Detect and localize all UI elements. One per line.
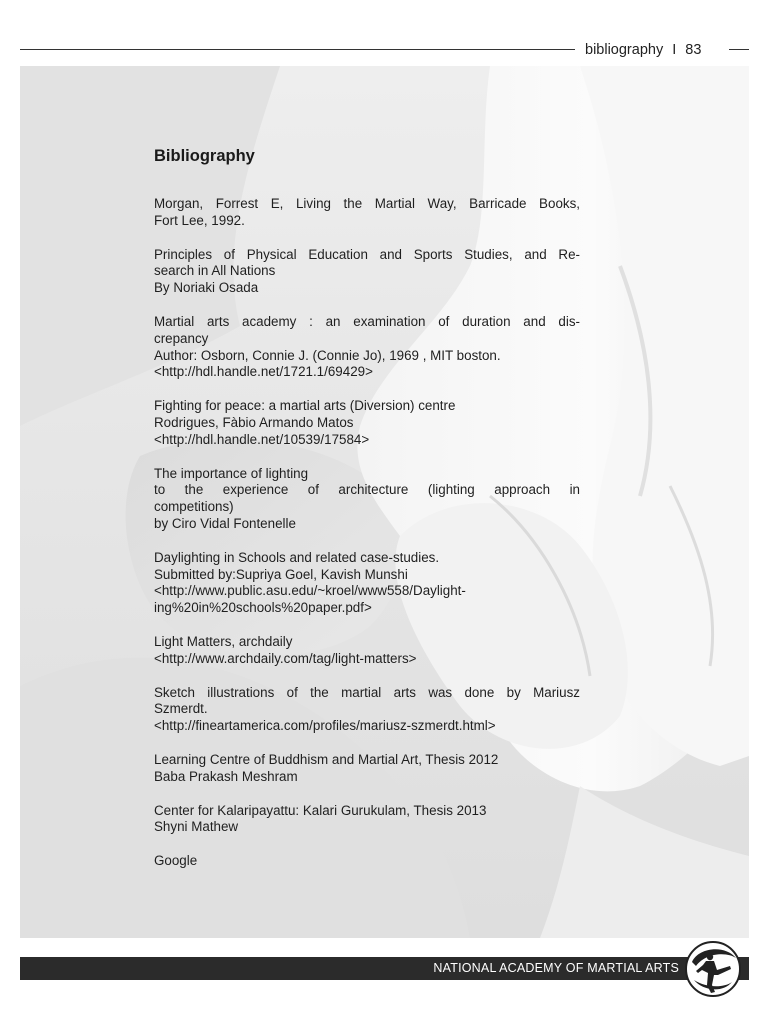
entry-line: The importance of lighting — [154, 465, 309, 481]
entry-line: competitions) — [154, 499, 234, 515]
entry-line: Szmerdt. — [154, 701, 208, 717]
entry-line: Rodrigues, Fàbio Armando Matos — [154, 414, 354, 430]
entry-link: <http://www.public.asu.edu/~kroel/www558/Daylight- — [154, 583, 466, 599]
bibliography-entry — [154, 550, 580, 617]
entry-line: search in All Nations — [154, 263, 276, 279]
entry-line: Sketch illustrations of the martial arts was done by Mariusz — [154, 684, 580, 700]
footer-institution-name: NATIONAL ACADEMY OF MARTIAL ARTS — [433, 961, 679, 975]
header-rule-right — [729, 49, 749, 50]
entry-link: ing%20in%20schools%20paper.pdf> — [154, 600, 372, 616]
entry-line: Google — [154, 853, 198, 869]
bibliography-entry — [154, 247, 580, 297]
bibliography-entry — [154, 853, 580, 870]
bibliography-content — [154, 145, 580, 887]
entry-line: Shyni Mathew — [154, 819, 239, 835]
page-number: 83 — [685, 42, 702, 58]
entry-line: Baba Prakash Meshram — [154, 768, 298, 784]
entry-line: Learning Centre of Buddhism and Martial Art, Thesis 2012 — [154, 751, 499, 767]
footer-bar — [20, 957, 749, 980]
bibliography-entry — [154, 634, 580, 668]
header-separator: I — [672, 42, 677, 58]
entry-link: <http://hdl.handle.net/10539/17584> — [154, 431, 370, 447]
bibliography-entry — [154, 803, 580, 837]
entry-line: Principles of Physical Education and Sports Studies, and Re- — [154, 246, 580, 262]
entry-line: Fighting for peace: a martial arts (Diversion) centre — [154, 398, 456, 414]
entry-line: by Ciro Vidal Fontenelle — [154, 515, 296, 531]
entry-link: <http://fineartamerica.com/profiles/mariusz-szmerdt.html> — [154, 718, 496, 734]
entry-line: to the experience of architecture (lighting approach in — [154, 482, 580, 498]
entry-line: Fort Lee, 1992. — [154, 212, 245, 228]
martial-arts-kick-logo-icon — [684, 940, 742, 998]
running-header — [585, 42, 701, 58]
bibliography-entry — [154, 752, 580, 786]
entry-link: <http://www.archdaily.com/tag/light-matters> — [154, 650, 417, 666]
entry-line: Light Matters, archdaily — [154, 633, 293, 649]
bibliography-entry — [154, 314, 580, 381]
header-section-label: bibliography — [585, 42, 664, 58]
entry-line: Daylighting in Schools and related case-studies. — [154, 549, 440, 565]
entry-line: crepancy — [154, 330, 209, 346]
bibliography-entry — [154, 685, 580, 735]
bibliography-entry — [154, 466, 580, 533]
header-rule-left — [20, 49, 575, 50]
entry-line: Center for Kalaripayattu: Kalari Gurukulam, Thesis 2013 — [154, 802, 487, 818]
entry-line: Author: Osborn, Connie J. (Connie Jo), 1969 , MIT boston. — [154, 347, 501, 363]
entry-link: <http://hdl.handle.net/1721.1/69429> — [154, 364, 373, 380]
entry-line: Morgan, Forrest E, Living the Martial Way, Barricade Books, — [154, 196, 580, 211]
entry-line: Martial arts academy : an examination of duration and dis- — [154, 313, 580, 329]
page-title: Bibliography — [154, 147, 255, 165]
entry-line: By Noriaki Osada — [154, 280, 259, 296]
bibliography-entry — [154, 196, 580, 230]
entry-line: Submitted by:Supriya Goel, Kavish Munshi — [154, 566, 408, 582]
bibliography-entry — [154, 398, 580, 448]
